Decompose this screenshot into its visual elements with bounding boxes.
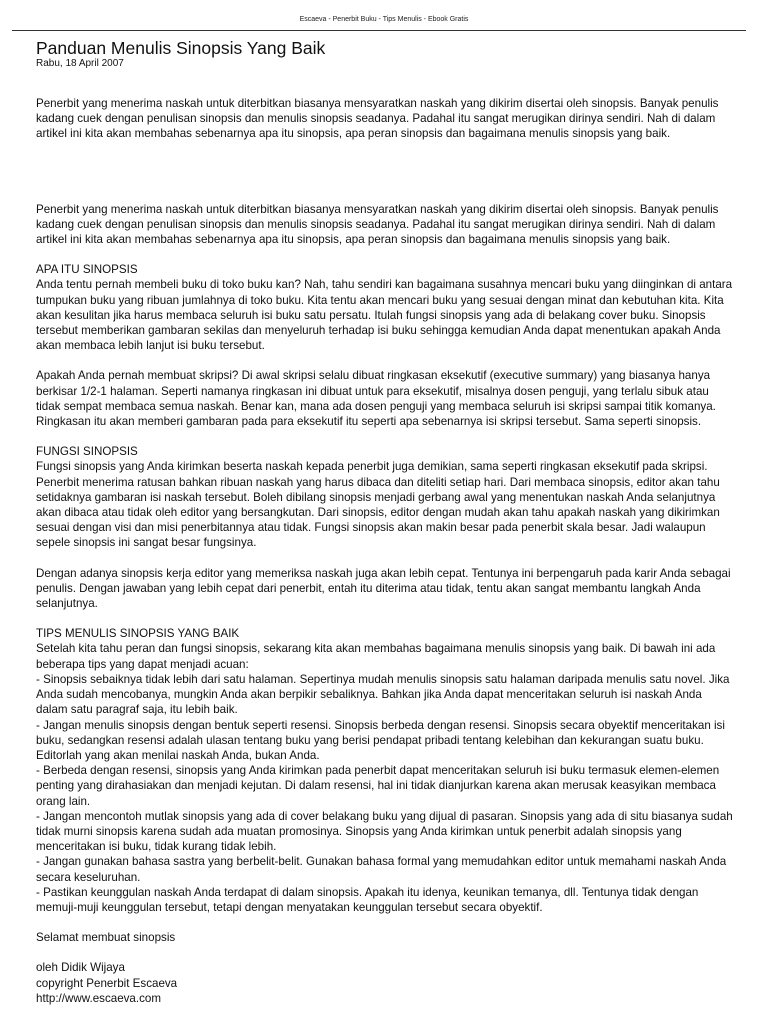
tips-intro: Setelah kita tahu peran dan fungsi sinopsis, sekarang kita akan membahas bagaimana menulis sinopsis yang baik. Di bawah ini ada beberapa tips yang dapat menjadi acuan: [36, 642, 716, 671]
spacer [36, 551, 736, 566]
article-title: Panduan Menulis Sinopsis Yang Baik [36, 38, 326, 58]
spacer [36, 915, 736, 930]
spacer [36, 429, 736, 444]
url-line: http://www.escaeva.com [36, 991, 162, 1005]
page-header: Escaeva - Penerbit Buku - Tips Menulis - Ebook Gratis [299, 16, 469, 23]
article-date: Rabu, 18 April 2007 [36, 58, 124, 69]
apa-paragraph-2: Apakah Anda pernah membuat skripsi? Di awal skripsi selalu dibuat ringkasan eksekutif (executive summary) yang biasanya hanya berkisar 1/2-1 halaman. Seperti namanya ringkasan ini dibuat untuk para eksekutif, misalnya dosen penguji, yang terlalu sibuk atau tidak sempat membaca semua naskah. Benar kan, mana ada dosen penguji yang membaca seluruh isi skripsi sampai titik komanya. Ringkasan itu akan memberi gambaran pada para eksekutif itu seperti apa sebenarnya isi skripsi tersebut. Sama seperti sinopsis. [36, 369, 716, 429]
spacer [36, 945, 736, 960]
tips-item: - Jangan gunakan bahasa sastra yang berbelit-belit. Gunakan bahasa formal yang memudahkan editor untuk memahami naskah Anda secara keseluruhan. [36, 855, 727, 884]
article [36, 38, 736, 1006]
fungsi-paragraph-2: Dengan adanya sinopsis kerja editor yang memeriksa naskah juga akan lebih cepat. Tentunya ini berpengaruh pada karir Anda sebagai penulis. Dengan jawaban yang lebih cepat dari penerbit, entah itu diterima atau tidak, tentu akan sangat membantu langkah Anda selanjutnya. [36, 566, 731, 611]
closing-line: Selamat membuat sinopsis [36, 931, 176, 945]
spacer [36, 247, 736, 262]
section-heading-apa: APA ITU SINOPSIS [36, 263, 138, 277]
tips-item: - Jangan mencontoh mutlak sinopsis yang ada di cover belakang buku yang dijual di pasaran. Sinopsis yang ada di situ biasanya sudah tidak murni sinopsis karena sudah ada muatan promosinya. Sinopsis yang Anda kirimkan untuk penerbit adalah sinopsis yang menceritakan isi buku, tidak kurang tidak lebih. [36, 809, 733, 854]
section-heading-tips: TIPS MENULIS SINOPSIS YANG BAIK [36, 627, 240, 641]
copyright-line: copyright Penerbit Escaeva [36, 976, 178, 990]
fungsi-paragraph-1: Fungsi sinopsis yang Anda kirimkan beserta naskah kepada penerbit juga demikian, sama seperti ringkasan eksekutif pada skripsi. Penerbit menerima ratusan bahkan ribuan naskah yang harus dibaca dan diteliti setiap hari. Dari membaca sinopsis, editor akan tahu setidaknya gambaran isi naskah tersebut. Boleh dibilang sinopsis menjadi gerbang awal yang menentukan naskah Anda selanjutnya akan dibaca atau tidak oleh editor yang bersangkutan. Dari sinopsis, editor dengan mudah akan tahu apakah naskah yang dikirimkan sesuai dengan visi dan misi penerbitannya atau tidak. Fungsi sinopsis akan makin besar pada penerbit skala besar. Jadi walaupun sepele sinopsis ini sangat besar fungsinya. [36, 460, 720, 550]
tips-item: - Berbeda dengan resensi, sinopsis yang Anda kirimkan pada penerbit dapat menceritakan seluruh isi buku termasuk elemen-elemen penting yang dirahasiakan dan menjadi kejutan. Di dalam resensi, hal ini tidak dianjurkan karena akan merusak keasyikan membaca orang lain. [36, 764, 720, 808]
author-line: oleh Didik Wijaya [36, 961, 125, 975]
intro-paragraph-2: Penerbit yang menerima naskah untuk diterbitkan biasanya mensyaratkan naskah yang dikirim disertai oleh sinopsis. Banyak penulis kadang cuek dengan penulisan sinopsis dan menulis sinopsis seadanya. Padahal itu sangat merugikan dirinya sendiri. Nah di dalam artikel ini kita akan membahas sebenarnya apa itu sinopsis, apa peran sinopsis dan bagaimana menulis sinopsis yang baik. [36, 202, 719, 247]
intro-paragraph-1: Penerbit yang menerima naskah untuk diterbitkan biasanya mensyaratkan naskah yang dikirim disertai oleh sinopsis. Banyak penulis kadang cuek dengan penulisan sinopsis dan menulis sinopsis seadanya. Padahal itu sangat merugikan dirinya sendiri. Nah di dalam artikel ini kita akan membahas sebenarnya apa itu sinopsis, apa peran sinopsis dan bagaimana menulis sinopsis yang baik. [36, 97, 719, 141]
tips-item: - Pastikan keunggulan naskah Anda terdapat di dalam sinopsis. Apakah itu idenya, keunikan temanya, dll. Tentunya tidak dengan memuji-muji keunggulan tersebut, tetapi dengan menyatakan keunggulan tersebut secara obyektif. [36, 885, 699, 914]
apa-paragraph-1: Anda tentu pernah membeli buku di toko buku kan? Nah, tahu sendiri kan bagaimana susahnya mencari buku yang diinginkan di antara tumpukan buku yang ribuan jumlahnya di toko buku. Kita tentu akan mencari buku yang sesuai dengan minat dan kebutuhan kita. Kita akan kesulitan jika harus membaca seluruh isi buku satu persatu. Itulah fungsi sinopsis yang ada di belakang cover buku. Sinopsis tersebut memberikan gambaran sekilas dan menyeluruh terhadap isi buku sehingga kemudian Anda dapat menentukan apakah Anda akan membaca lebih lanjut isi buku tersebut. [36, 278, 733, 353]
section-heading-fungsi: FUNGSI SINOPSIS [36, 445, 138, 459]
tips-item: - Jangan menulis sinopsis dengan bentuk seperti resensi. Sinopsis berbeda dengan resensi. Sinopsis secara obyektif menceritakan isi buku, sedangkan resensi adalah ulasan tentang buku yang berisi pendapat pribadi tentang kelebihan dan kekurangan suatu buku. Editorlah yang akan menilai naskah Anda, bukan Anda. [36, 718, 725, 762]
spacer [36, 142, 736, 202]
spacer [36, 611, 736, 626]
header-divider [12, 30, 746, 31]
spacer [36, 353, 736, 368]
tips-item: - Sinopsis sebaiknya tidak lebih dari satu halaman. Sepertinya mudah menulis sinopsis satu halaman daripada menulis satu novel. Jika Anda sudah mencobanya, mungkin Anda akan berpikir sebaliknya. Bahkan jika Anda dapat menceritakan seluruh isi naskah Anda dalam satu paragraf saja, itu lebih baik. [36, 672, 730, 717]
